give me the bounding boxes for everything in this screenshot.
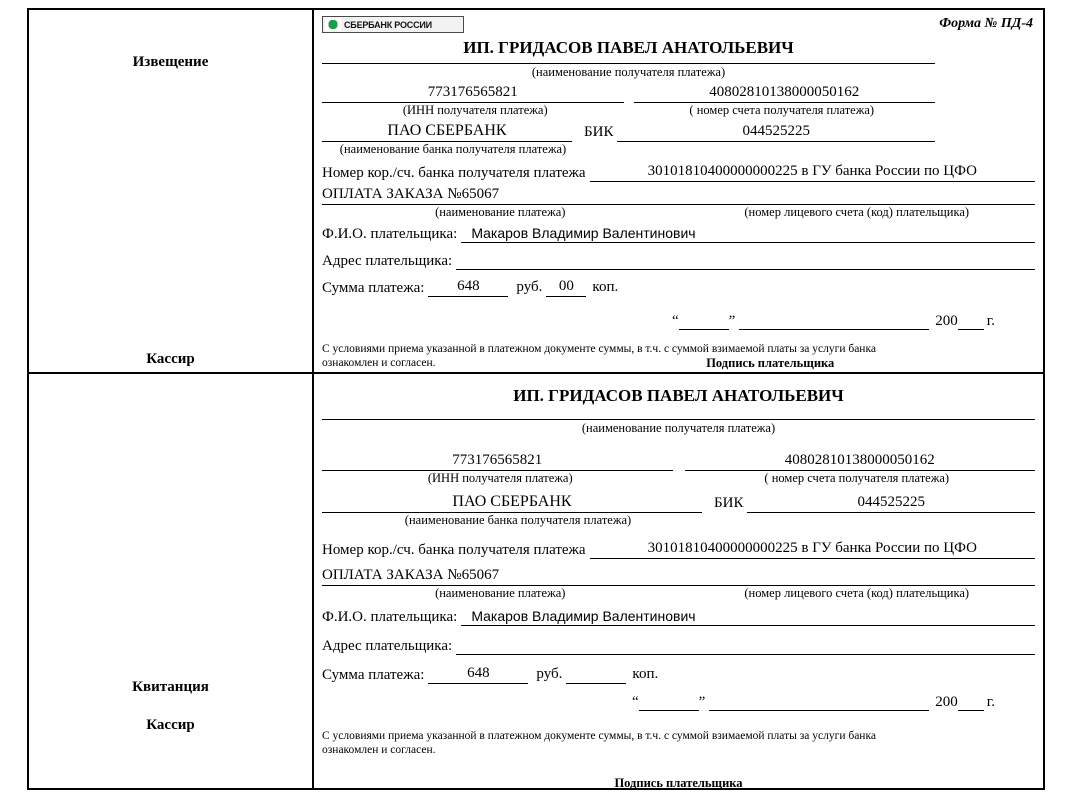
sberbank-mark-icon bbox=[325, 18, 341, 31]
account-field bbox=[634, 82, 936, 103]
korr-row bbox=[322, 161, 1035, 182]
receipt-section bbox=[29, 374, 1043, 788]
notice-left-column bbox=[29, 10, 314, 372]
receipt-right-column bbox=[314, 374, 1043, 788]
bik-label-bottom: БИК bbox=[714, 495, 744, 511]
notice-right-column bbox=[314, 10, 1043, 372]
cashier-label-bottom: Кассир bbox=[146, 717, 195, 733]
quote-open-bottom: “ bbox=[631, 694, 639, 710]
recipient-name-bottom: ИП. ГРИДАСОВ ПАВЕЛ АНАТОЛЬЕВИЧ bbox=[513, 386, 844, 405]
korr-value-bottom: 30101810400000000225 в ГУ банка России по ЦФО bbox=[647, 540, 977, 556]
inn-caption-bottom: (ИНН получателя платежа) bbox=[427, 471, 573, 485]
sberbank-logo-text: СБЕРБАНК РОССИИ bbox=[344, 19, 432, 30]
payment-name-field-bottom bbox=[322, 565, 1035, 586]
payment-name-row bbox=[322, 184, 1035, 205]
personal-account-caption-bottom: (номер лицевого счета (код) плательщика) bbox=[744, 586, 970, 600]
bik-field bbox=[617, 121, 935, 142]
sum-value-bottom: 648 bbox=[467, 665, 490, 681]
rub-label: руб. bbox=[516, 279, 543, 295]
sum-row-spacer bbox=[622, 277, 1035, 297]
account-caption-bottom: ( номер счета получателя платежа) bbox=[764, 471, 950, 485]
korr-label-bottom: Номер кор./сч. банка получателя платежа bbox=[322, 542, 586, 558]
agreement-line-1-bottom: С условиями приема указанной в платежном документе суммы, в т.ч. с суммой взимаемой платы за услуги банка bbox=[322, 730, 876, 742]
korr-value: 30101810400000000225 в ГУ банка России по ЦФО bbox=[647, 163, 977, 179]
year-suffix: г. bbox=[986, 313, 995, 329]
bank-bik-row bbox=[322, 121, 935, 142]
bank-name-value: ПАО СБЕРБАНК bbox=[387, 122, 507, 139]
signature-label-top: Подпись плательщика bbox=[706, 356, 835, 371]
korr-field-bottom bbox=[590, 538, 1035, 559]
sum-label: Сумма платежа: bbox=[322, 280, 425, 296]
inn-caption: (ИНН получателя платежа) bbox=[402, 103, 548, 117]
agreement-line-1: С условиями приема указанной в платежном документе суммы, в т.ч. с суммой взимаемой платы за услуги банка bbox=[322, 343, 876, 355]
bank-bik-row-bottom bbox=[322, 492, 1035, 513]
bank-name-caption-wrap bbox=[322, 142, 935, 157]
inn-account-row-bottom bbox=[322, 450, 1035, 471]
kop-value: 00 bbox=[558, 278, 574, 294]
agreement-text-bottom bbox=[322, 729, 1035, 758]
month-field bbox=[739, 314, 929, 330]
year-field-bottom bbox=[958, 695, 984, 711]
recipient-name-caption-bottom: (наименование получателя платежа) bbox=[581, 421, 776, 435]
bank-name-field bbox=[322, 121, 572, 142]
date-row-bottom bbox=[322, 694, 1035, 711]
kop-field-bottom bbox=[566, 663, 626, 684]
payer-row bbox=[322, 222, 1035, 243]
sum-value: 648 bbox=[457, 278, 480, 294]
payment-name-value-bottom: ОПЛАТА ЗАКАЗА №65067 bbox=[322, 567, 500, 583]
sberbank-logo bbox=[322, 16, 464, 33]
bik-label: БИК bbox=[584, 124, 614, 140]
payer-value-bottom: Макаров Владимир Валентинович bbox=[471, 608, 696, 624]
receipt-left-column bbox=[29, 374, 314, 788]
recipient-name-caption: (наименование получателя платежа) bbox=[531, 65, 726, 79]
account-value-bottom: 40802810138000050162 bbox=[784, 452, 935, 468]
year-prefix-bottom: 200 bbox=[935, 694, 958, 710]
recipient-name-top: ИП. ГРИДАСОВ ПАВЕЛ АНАТОЛЬЕВИЧ bbox=[463, 38, 794, 57]
receipt-label: Квитанция bbox=[132, 679, 209, 695]
bank-name-value-bottom: ПАО СБЕРБАНК bbox=[452, 493, 572, 510]
address-label: Адрес плательщика: bbox=[322, 253, 453, 269]
kop-label: коп. bbox=[592, 279, 619, 295]
bank-name-caption-bottom: (наименование банка получателя платежа) bbox=[404, 513, 632, 527]
sum-row-spacer-bottom bbox=[662, 664, 1035, 684]
year-suffix-bottom: г. bbox=[986, 694, 995, 710]
notice-label: Извещение bbox=[132, 54, 209, 70]
bank-name-caption: (наименование банка получателя платежа) bbox=[339, 142, 567, 156]
cashier-label-top: Кассир bbox=[146, 351, 195, 367]
korr-label: Номер кор./сч. банка получателя платежа bbox=[322, 165, 586, 181]
year-field bbox=[958, 314, 984, 330]
sum-row bbox=[322, 276, 1035, 297]
inn-account-captions bbox=[322, 103, 935, 118]
notice-section bbox=[29, 10, 1043, 374]
rub-label-bottom: руб. bbox=[536, 666, 563, 682]
recipient-name-underline bbox=[322, 62, 935, 64]
payer-row-bottom bbox=[322, 605, 1035, 626]
qr-code-image bbox=[947, 44, 1035, 132]
inn-field bbox=[322, 82, 624, 103]
bank-name-field-bottom bbox=[322, 492, 702, 513]
payment-name-field bbox=[322, 184, 1035, 205]
address-row bbox=[322, 249, 1035, 270]
inn-value-bottom: 773176565821 bbox=[452, 452, 543, 468]
quote-close-bottom: ” bbox=[698, 694, 706, 710]
bik-value: 044525225 bbox=[742, 123, 810, 139]
payment-name-caption-bottom: (наименование платежа) bbox=[435, 586, 566, 600]
quote-close: ” bbox=[728, 313, 736, 329]
agreement-line-2: ознакомлен и согласен. bbox=[322, 357, 436, 370]
month-field-bottom bbox=[709, 695, 929, 711]
account-value: 40802810138000050162 bbox=[709, 84, 860, 100]
sum-field-bottom bbox=[428, 663, 528, 684]
year-prefix: 200 bbox=[935, 313, 958, 329]
sum-field bbox=[428, 276, 508, 297]
payment-name-value: ОПЛАТА ЗАКАЗА №65067 bbox=[322, 186, 500, 202]
payment-name-row-bottom bbox=[322, 565, 1035, 586]
account-caption: ( номер счета получателя платежа) bbox=[689, 103, 875, 117]
date-row bbox=[322, 313, 1035, 330]
payer-field-bottom bbox=[461, 605, 1035, 626]
form-number: Форма № ПД-4 bbox=[939, 16, 1033, 31]
korr-row-bottom bbox=[322, 538, 1035, 559]
signature-label-bottom: Подпись плательщика bbox=[614, 775, 743, 790]
payment-name-caption: (наименование платежа) bbox=[435, 205, 566, 219]
agreement-text-top bbox=[322, 342, 1035, 372]
payment-captions-row-bottom bbox=[322, 586, 1035, 601]
recipient-name-underline-bottom bbox=[322, 418, 1035, 420]
agreement-line-2-bottom: ознакомлен и согласен. bbox=[322, 744, 436, 757]
address-row-bottom bbox=[322, 634, 1035, 655]
address-field-bottom bbox=[456, 634, 1035, 655]
bik-value-bottom: 044525225 bbox=[857, 494, 925, 510]
korr-field bbox=[590, 161, 1035, 182]
bank-name-caption-wrap-bottom bbox=[322, 513, 1035, 528]
payer-value: Макаров Владимир Валентинович bbox=[471, 225, 696, 241]
personal-account-caption: (номер лицевого счета (код) плательщика) bbox=[744, 205, 970, 219]
inn-value: 773176565821 bbox=[427, 84, 518, 100]
sum-row-bottom bbox=[322, 663, 1035, 684]
account-field-bottom bbox=[685, 450, 1036, 471]
inn-field-bottom bbox=[322, 450, 673, 471]
day-field-bottom bbox=[639, 695, 699, 711]
kop-field bbox=[546, 276, 586, 297]
bik-field-bottom bbox=[747, 492, 1035, 513]
payer-label: Ф.И.О. плательщика: bbox=[322, 226, 458, 242]
payer-label-bottom: Ф.И.О. плательщика: bbox=[322, 609, 458, 625]
payment-form-document bbox=[27, 8, 1045, 790]
inn-account-captions-bottom bbox=[322, 471, 1035, 486]
inn-account-row bbox=[322, 82, 935, 103]
payer-field bbox=[461, 222, 1035, 243]
quote-open: “ bbox=[671, 313, 679, 329]
address-label-bottom: Адрес плательщика: bbox=[322, 638, 453, 654]
payment-captions-row bbox=[322, 205, 1035, 220]
day-field bbox=[679, 314, 729, 330]
kop-label-bottom: коп. bbox=[632, 666, 659, 682]
address-field bbox=[456, 249, 1035, 270]
sum-label-bottom: Сумма платежа: bbox=[322, 667, 425, 683]
